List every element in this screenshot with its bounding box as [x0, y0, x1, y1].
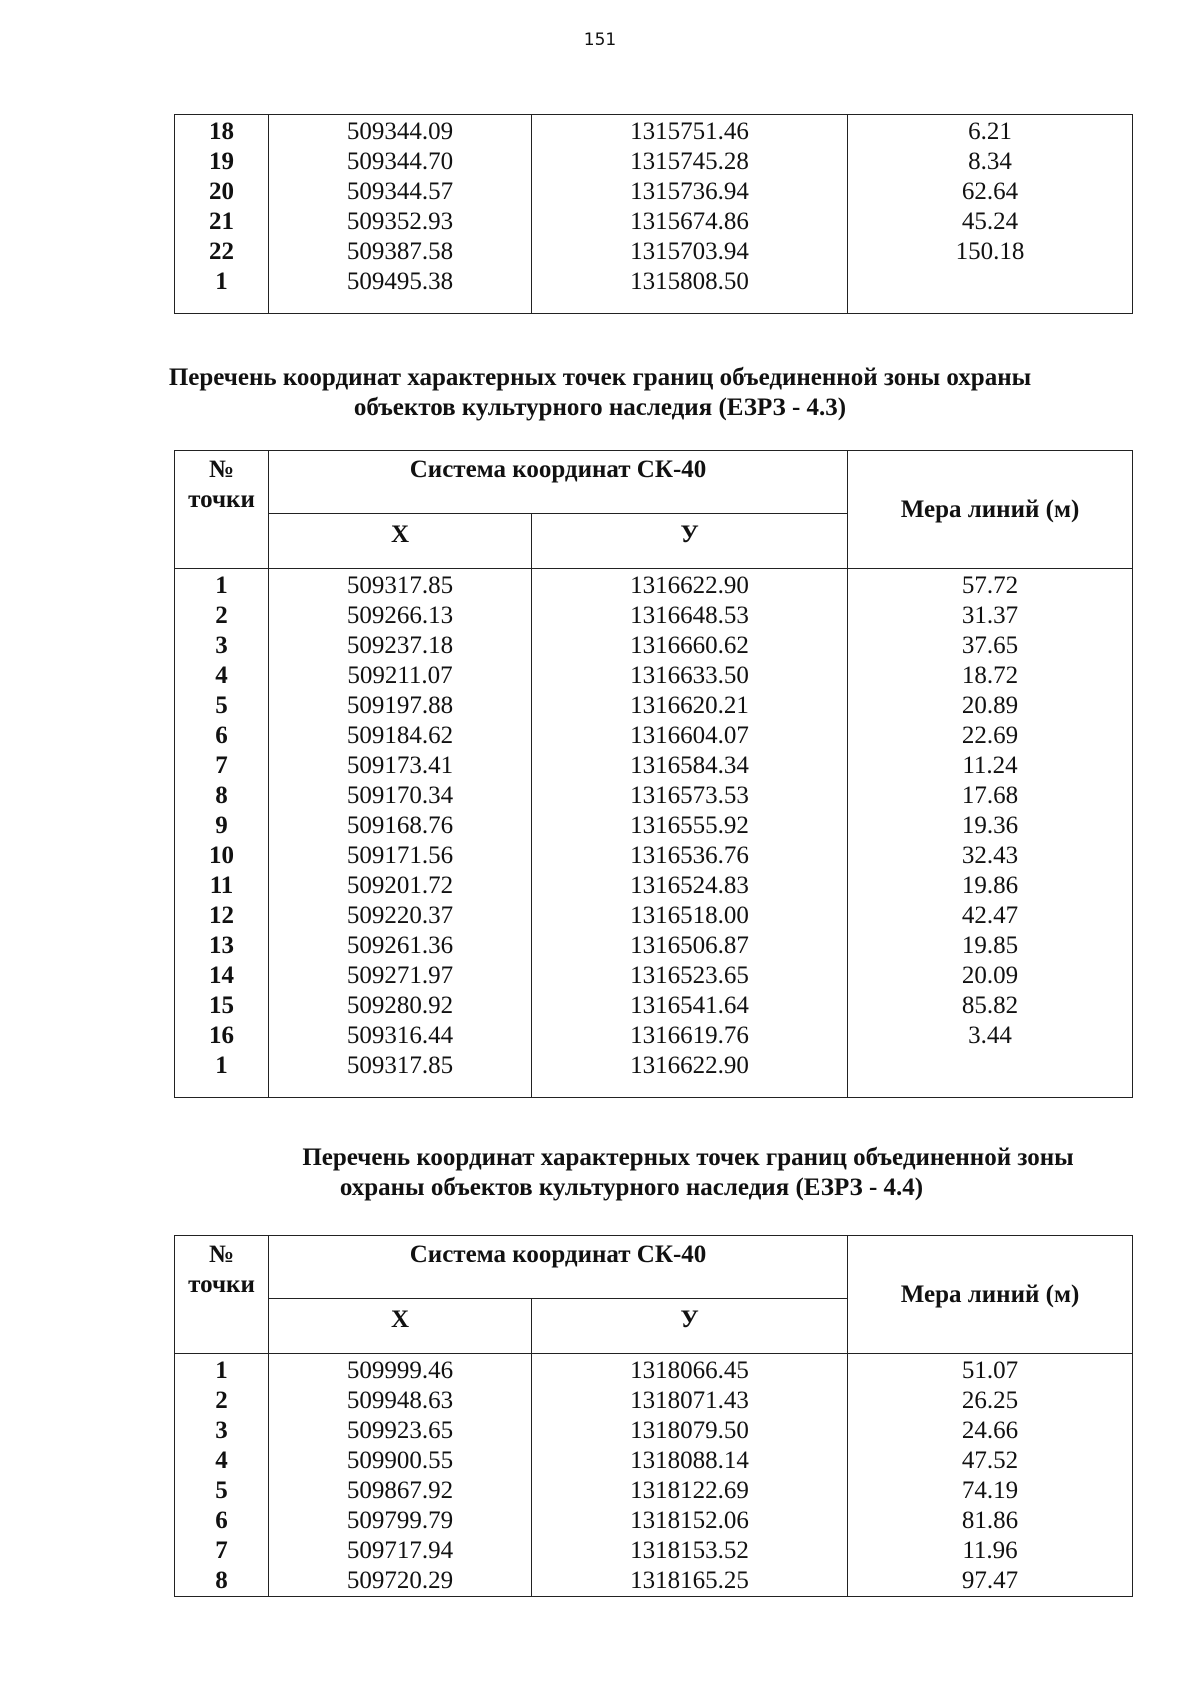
cell-y: 1316622.90 [532, 569, 848, 602]
cell-y: 1318071.43 [532, 1386, 848, 1416]
cell-measure: 32.43 [848, 841, 1133, 871]
cell-x: 509495.38 [269, 267, 532, 297]
cell-x: 509717.94 [269, 1536, 532, 1566]
cell-y: 1316584.34 [532, 751, 848, 781]
coordinates-table-continued [174, 114, 1133, 314]
table-row [175, 961, 1133, 991]
section-title-line: Перечень координат характерных точек границ объединенной зоны [302, 1144, 1074, 1171]
cell-y: 1316506.87 [532, 931, 848, 961]
cell-x: 509923.65 [269, 1416, 532, 1446]
cell-point: 2 [175, 601, 269, 631]
cell-measure: 45.24 [848, 207, 1133, 237]
cell-x: 509171.56 [269, 841, 532, 871]
cell-measure: 19.86 [848, 871, 1133, 901]
empty-cell [848, 1081, 1133, 1098]
cell-point: 12 [175, 901, 269, 931]
table-row [175, 1354, 1133, 1387]
cell-y: 1316536.76 [532, 841, 848, 871]
empty-cell [175, 297, 269, 314]
page-number: 151 [583, 30, 617, 50]
cell-measure: 22.69 [848, 721, 1133, 751]
cell-x: 509266.13 [269, 601, 532, 631]
cell-y: 1316660.62 [532, 631, 848, 661]
table-row [175, 177, 1133, 207]
cell-measure: 19.85 [848, 931, 1133, 961]
cell-measure: 97.47 [848, 1566, 1133, 1597]
cell-y: 1318152.06 [532, 1506, 848, 1536]
cell-x: 509948.63 [269, 1386, 532, 1416]
cell-measure: 57.72 [848, 569, 1133, 602]
cell-y: 1318153.52 [532, 1536, 848, 1566]
empty-cell [175, 1081, 269, 1098]
header-line-measure: Мера линий (м) [848, 451, 1133, 569]
cell-point: 7 [175, 751, 269, 781]
table-row [175, 841, 1133, 871]
cell-y: 1316619.76 [532, 1021, 848, 1051]
cell-point: 1 [175, 1354, 269, 1387]
empty-cell [532, 1081, 848, 1098]
table-row [175, 1416, 1133, 1446]
cell-measure: 37.65 [848, 631, 1133, 661]
cell-x: 509344.70 [269, 147, 532, 177]
cell-y: 1318079.50 [532, 1416, 848, 1446]
empty-cell [269, 297, 532, 314]
cell-measure: 31.37 [848, 601, 1133, 631]
table-row [175, 1536, 1133, 1566]
cell-point: 7 [175, 1536, 269, 1566]
cell-point: 19 [175, 147, 269, 177]
cell-y: 1315751.46 [532, 115, 848, 148]
header-point-line: № [208, 456, 235, 483]
table-row [175, 991, 1133, 1021]
table-row [175, 601, 1133, 631]
cell-point: 21 [175, 207, 269, 237]
table-row [175, 1386, 1133, 1416]
cell-y: 1315808.50 [532, 267, 848, 297]
cell-measure: 47.52 [848, 1446, 1133, 1476]
table-padding-row [175, 1081, 1133, 1098]
table-row [175, 811, 1133, 841]
header-point-number [175, 451, 269, 569]
cell-x: 509900.55 [269, 1446, 532, 1476]
table-row [175, 1446, 1133, 1476]
header-x: X [269, 514, 532, 569]
empty-cell [532, 297, 848, 314]
section-title-ezrz-4-3 [0, 363, 1200, 423]
cell-x: 509261.36 [269, 931, 532, 961]
cell-measure: 11.24 [848, 751, 1133, 781]
cell-measure: 18.72 [848, 661, 1133, 691]
cell-y: 1316523.65 [532, 961, 848, 991]
cell-point: 3 [175, 631, 269, 661]
cell-x: 509317.85 [269, 1051, 532, 1081]
table-row [175, 237, 1133, 267]
table-row [175, 931, 1133, 961]
coordinates-table-ezrz-4-4 [174, 1235, 1133, 1597]
cell-x: 509316.44 [269, 1021, 532, 1051]
cell-x: 509799.79 [269, 1506, 532, 1536]
header-point-line: точки [188, 1271, 255, 1298]
cell-y: 1316573.53 [532, 781, 848, 811]
table-row [175, 147, 1133, 177]
cell-point: 22 [175, 237, 269, 267]
cell-measure: 6.21 [848, 115, 1133, 148]
empty-cell [269, 1081, 532, 1098]
cell-measure: 42.47 [848, 901, 1133, 931]
cell-y: 1315736.94 [532, 177, 848, 207]
cell-x: 509344.09 [269, 115, 532, 148]
cell-point: 1 [175, 267, 269, 297]
header-y: У [532, 514, 848, 569]
cell-y: 1318122.69 [532, 1476, 848, 1506]
header-y: У [532, 1299, 848, 1354]
cell-y: 1315745.28 [532, 147, 848, 177]
cell-measure: 81.86 [848, 1506, 1133, 1536]
cell-x: 509211.07 [269, 661, 532, 691]
cell-x: 509237.18 [269, 631, 532, 661]
cell-point: 8 [175, 781, 269, 811]
cell-measure: 17.68 [848, 781, 1133, 811]
table-row [175, 691, 1133, 721]
cell-measure [848, 1051, 1133, 1081]
cell-measure: 74.19 [848, 1476, 1133, 1506]
cell-point: 14 [175, 961, 269, 991]
cell-y: 1316518.00 [532, 901, 848, 931]
cell-y: 1316604.07 [532, 721, 848, 751]
table-row [175, 751, 1133, 781]
cell-point: 6 [175, 1506, 269, 1536]
cell-point: 8 [175, 1566, 269, 1597]
header-point-line: № [208, 1241, 235, 1268]
coordinates-table-ezrz-4-3 [174, 450, 1133, 1098]
cell-measure: 20.89 [848, 691, 1133, 721]
table-row [175, 569, 1133, 602]
cell-x: 509271.97 [269, 961, 532, 991]
cell-x: 509201.72 [269, 871, 532, 901]
cell-point: 6 [175, 721, 269, 751]
cell-x: 509170.34 [269, 781, 532, 811]
table-row [175, 631, 1133, 661]
cell-point: 4 [175, 1446, 269, 1476]
section-title-line: Перечень координат характерных точек границ объединенной зоны охраны [168, 364, 1032, 391]
cell-x: 509999.46 [269, 1354, 532, 1387]
table-row [175, 1506, 1133, 1536]
cell-x: 509344.57 [269, 177, 532, 207]
header-coordinate-system: Система координат СК-40 [269, 451, 848, 514]
cell-point: 1 [175, 1051, 269, 1081]
header-point-line: точки [188, 486, 255, 513]
cell-point: 20 [175, 177, 269, 207]
header-line-measure: Мера линий (м) [848, 1236, 1133, 1354]
cell-point: 16 [175, 1021, 269, 1051]
table-row [175, 1021, 1133, 1051]
cell-point: 10 [175, 841, 269, 871]
cell-x: 509197.88 [269, 691, 532, 721]
table-padding-row [175, 297, 1133, 314]
cell-y: 1318165.25 [532, 1566, 848, 1597]
cell-point: 1 [175, 569, 269, 602]
table-row [175, 871, 1133, 901]
cell-x: 509173.41 [269, 751, 532, 781]
cell-y: 1316541.64 [532, 991, 848, 1021]
cell-point: 3 [175, 1416, 269, 1446]
cell-point: 2 [175, 1386, 269, 1416]
cell-measure: 26.25 [848, 1386, 1133, 1416]
table-row [175, 901, 1133, 931]
cell-measure: 19.36 [848, 811, 1133, 841]
cell-y: 1316633.50 [532, 661, 848, 691]
cell-measure: 8.34 [848, 147, 1133, 177]
section-title-line: охраны объектов культурного наследия (ЕЗРЗ - 4.4) [339, 1174, 924, 1201]
cell-measure: 85.82 [848, 991, 1133, 1021]
header-coordinate-system: Система координат СК-40 [269, 1236, 848, 1299]
cell-point: 5 [175, 1476, 269, 1506]
header-x: X [269, 1299, 532, 1354]
cell-y: 1316648.53 [532, 601, 848, 631]
cell-point: 15 [175, 991, 269, 1021]
table-row [175, 661, 1133, 691]
cell-point: 11 [175, 871, 269, 901]
cell-point: 5 [175, 691, 269, 721]
cell-point: 13 [175, 931, 269, 961]
cell-y: 1316622.90 [532, 1051, 848, 1081]
table-row [175, 207, 1133, 237]
table-row [175, 1476, 1133, 1506]
cell-measure: 11.96 [848, 1536, 1133, 1566]
cell-y: 1316555.92 [532, 811, 848, 841]
cell-x: 509168.76 [269, 811, 532, 841]
cell-measure: 150.18 [848, 237, 1133, 267]
cell-y: 1316620.21 [532, 691, 848, 721]
cell-x: 509720.29 [269, 1566, 532, 1597]
cell-measure: 20.09 [848, 961, 1133, 991]
header-point-number [175, 1236, 269, 1354]
cell-y: 1318088.14 [532, 1446, 848, 1476]
table-row [175, 115, 1133, 148]
cell-measure [848, 267, 1133, 297]
cell-x: 509387.58 [269, 237, 532, 267]
cell-y: 1315703.94 [532, 237, 848, 267]
cell-measure: 24.66 [848, 1416, 1133, 1446]
cell-x: 509220.37 [269, 901, 532, 931]
cell-x: 509184.62 [269, 721, 532, 751]
section-title-ezrz-4-4 [0, 1143, 1200, 1203]
cell-point: 18 [175, 115, 269, 148]
cell-x: 509352.93 [269, 207, 532, 237]
cell-y: 1318066.45 [532, 1354, 848, 1387]
cell-measure: 3.44 [848, 1021, 1133, 1051]
cell-measure: 62.64 [848, 177, 1133, 207]
cell-x: 509280.92 [269, 991, 532, 1021]
section-title-line: объектов культурного наследия (ЕЗРЗ - 4.3) [353, 394, 847, 421]
cell-point: 4 [175, 661, 269, 691]
cell-y: 1315674.86 [532, 207, 848, 237]
cell-point: 9 [175, 811, 269, 841]
table-row [175, 1566, 1133, 1597]
table-row [175, 721, 1133, 751]
cell-y: 1316524.83 [532, 871, 848, 901]
table-row [175, 267, 1133, 297]
table-row [175, 781, 1133, 811]
cell-measure: 51.07 [848, 1354, 1133, 1387]
cell-x: 509317.85 [269, 569, 532, 602]
empty-cell [848, 297, 1133, 314]
cell-x: 509867.92 [269, 1476, 532, 1506]
table-row [175, 1051, 1133, 1081]
